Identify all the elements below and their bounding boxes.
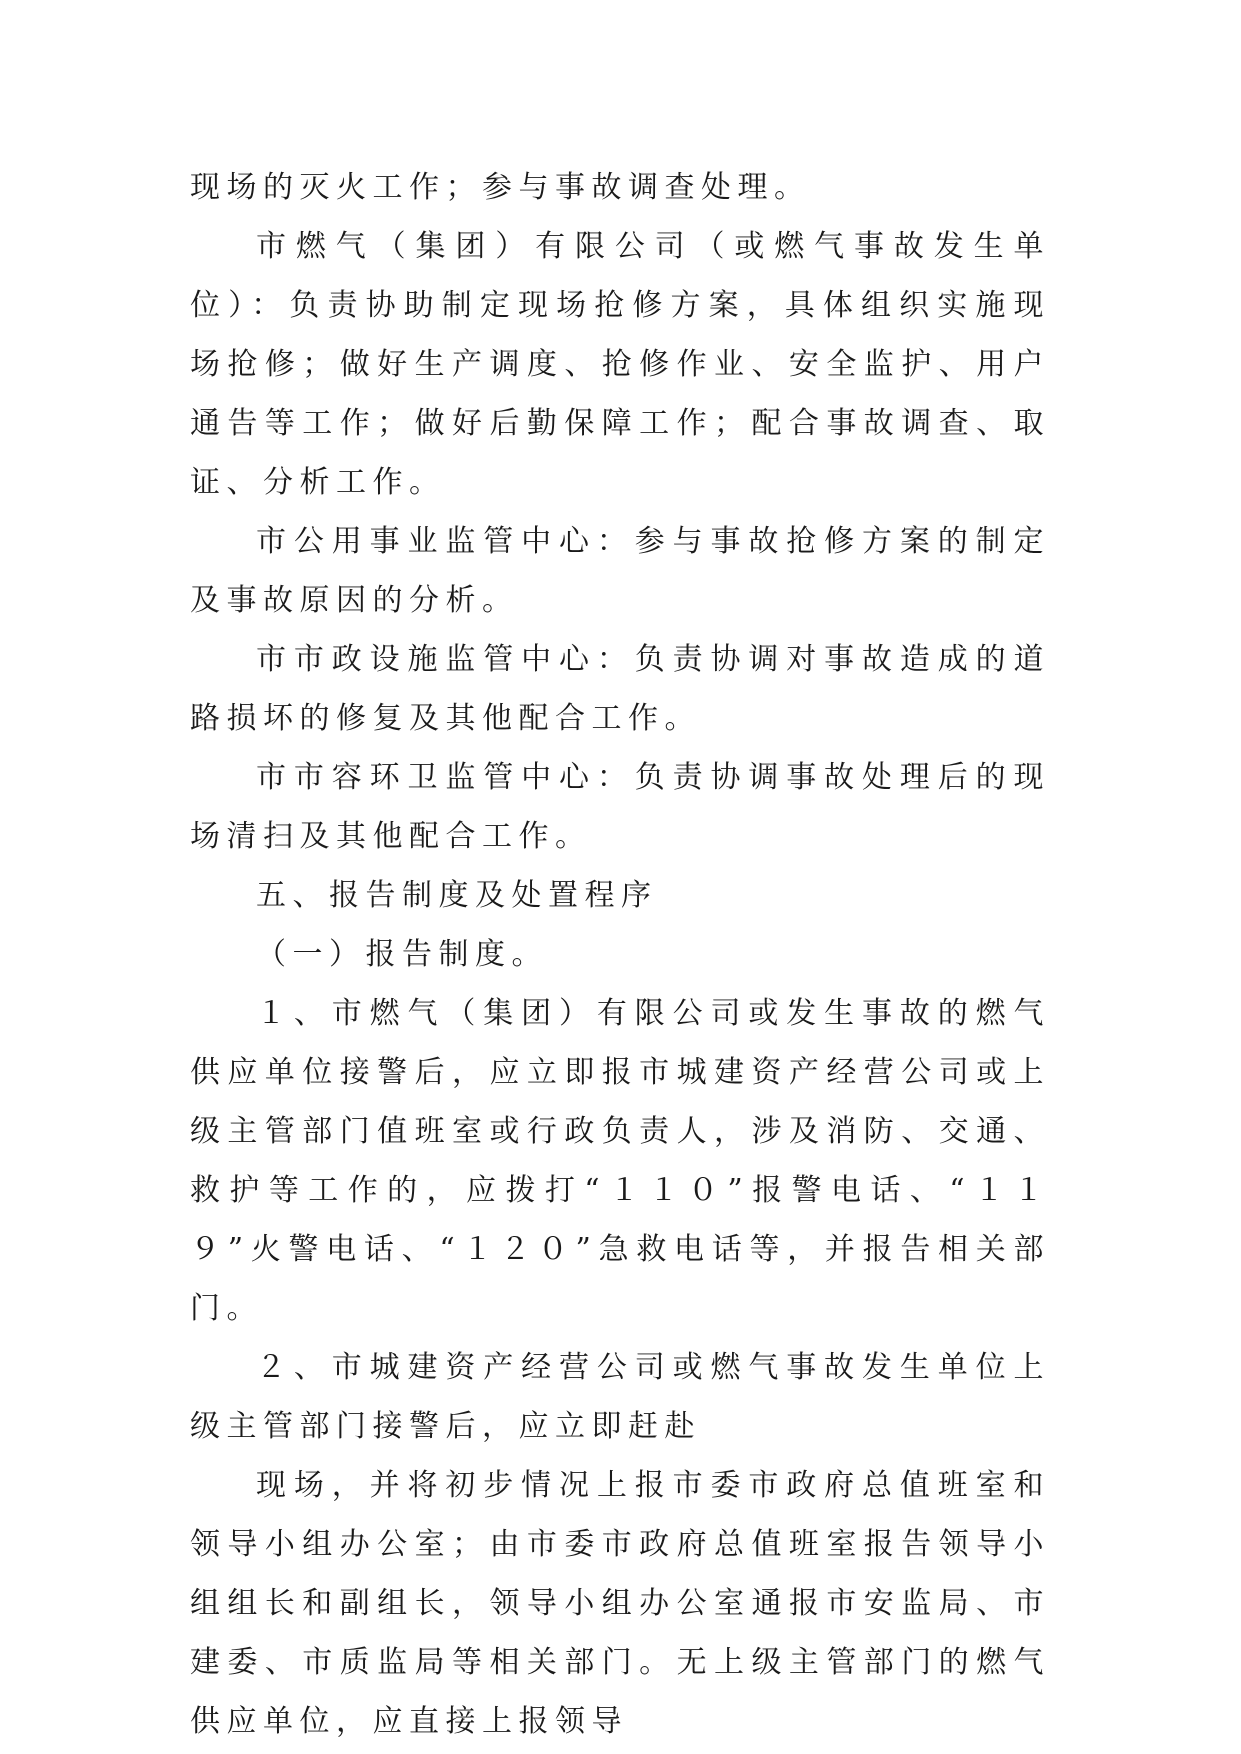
document-body: [190, 158, 1050, 1751]
section-heading: 五、报告制度及处置程序: [256, 878, 658, 913]
paragraph-4: 市市容环卫监管中心：负责协调事故处理后的现场清扫及其他配合工作。: [190, 760, 1050, 854]
paragraph-2: 市公用事业监管中心：参与事故抢修方案的制定及事故原因的分析。: [190, 524, 1050, 618]
paragraph-1: 市燃气（集团）有限公司（或燃气事故发生单位）：负责协助制定现场抢修方案，具体组织实施现场抢修；做好生产调度、抢修作业、安全监护、用户通告等工作；做好后勤保障工作；配合事故调查、取证、分析工作。: [190, 229, 1050, 500]
paragraph-7: １、市燃气（集团）有限公司或发生事故的燃气供应单位接警后，应立即报市城建资产经营公司或上级主管部门值班室或行政负责人，涉及消防、交通、救护等工作的，应拨打“１１０”报警电话、“１１９”火警电话、“１２０”急救电话等，并报告相关部门。: [190, 996, 1050, 1326]
paragraph-3: 市市政设施监管中心：负责协调对事故造成的道路损坏的修复及其他配合工作。: [190, 642, 1050, 736]
paragraph-0: 现场的灭火工作；参与事故调查处理。: [190, 170, 811, 205]
paragraph-8: ２、市城建资产经营公司或燃气事故发生单位上级主管部门接警后，应立即赶赴: [190, 1350, 1050, 1444]
paragraph-9: 现场，并将初步情况上报市委市政府总值班室和领导小组办公室；由市委市政府总值班室报告领导小组组长和副组长，领导小组办公室通报市安监局、市建委、市质监局等相关部门。无上级主管部门的燃气供应单位，应直接上报领导: [190, 1468, 1050, 1739]
subsection-heading: （一）报告制度。: [256, 937, 548, 972]
